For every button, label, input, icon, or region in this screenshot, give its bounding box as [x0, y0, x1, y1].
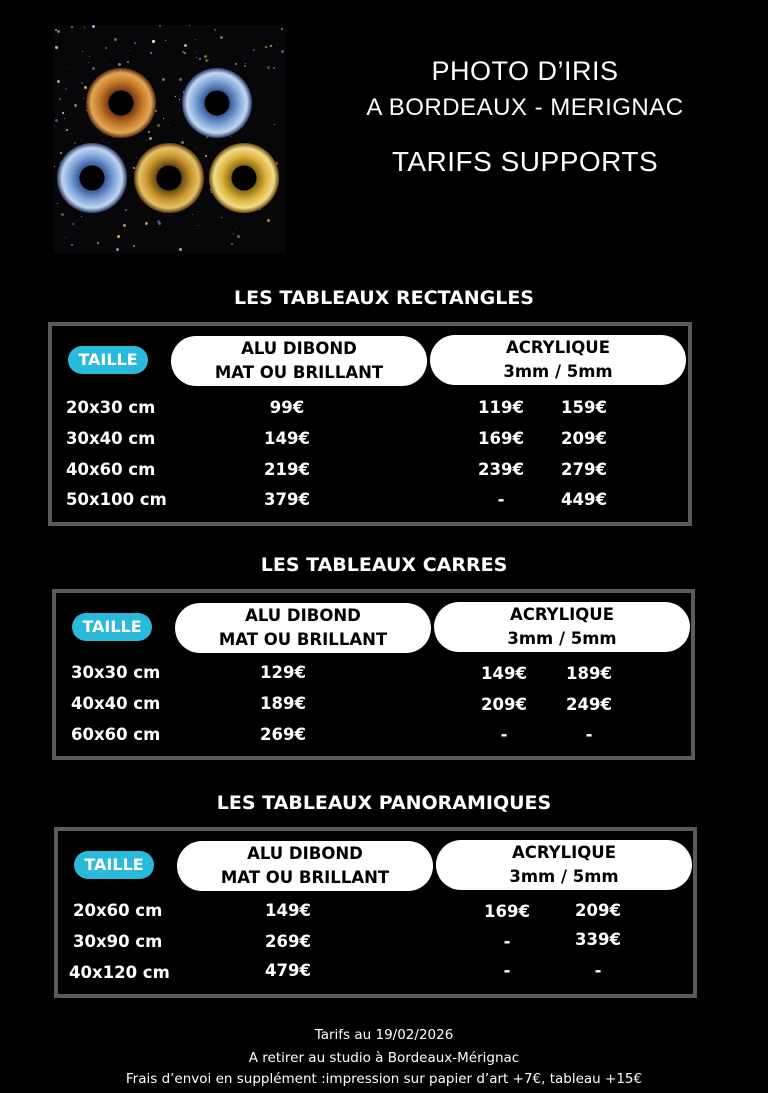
- star-speck: [57, 30, 60, 33]
- row-acry5-price: 189€: [566, 664, 612, 683]
- star-speck: [105, 59, 106, 60]
- star-speck: [74, 104, 77, 107]
- star-speck: [281, 28, 283, 30]
- row-alu-price: 129€: [260, 663, 306, 682]
- row-alu-price: 149€: [264, 429, 310, 448]
- star-speck: [65, 237, 66, 238]
- star-speck: [129, 50, 130, 51]
- row-acry3-price: 149€: [481, 664, 527, 683]
- star-speck: [253, 49, 255, 51]
- star-speck: [265, 46, 267, 48]
- header-acry-line1: ACRYLIQUE: [506, 338, 610, 357]
- row-acry3-price: -: [503, 932, 511, 951]
- star-speck: [184, 52, 186, 54]
- star-speck: [273, 67, 275, 69]
- star-speck: [159, 25, 161, 27]
- footer-pickup: A retirer au studio à Bordeaux-Mérignac: [248, 1050, 520, 1066]
- header-alu-dibond: [171, 336, 427, 386]
- row-acry5-price: 449€: [561, 490, 607, 509]
- star-speck: [66, 129, 68, 131]
- star-speck: [235, 63, 237, 65]
- taille-badge: TAILLE: [74, 851, 154, 879]
- star-speck: [89, 56, 90, 57]
- star-speck: [221, 217, 222, 218]
- star-speck: [82, 51, 83, 52]
- star-speck: [155, 110, 157, 112]
- section-title-rectangles: LES TABLEAUX RECTANGLES: [234, 287, 534, 309]
- price-table-rectangles: [48, 322, 692, 526]
- section-title-panoramiques: LES TABLEAUX PANORAMIQUES: [216, 792, 552, 814]
- row-size: 30x40 cm: [66, 429, 156, 448]
- star-speck: [55, 46, 58, 49]
- star-speck: [277, 43, 278, 44]
- header-acrylique: [436, 840, 692, 890]
- star-speck: [92, 67, 95, 70]
- row-alu-price: 219€: [264, 460, 310, 479]
- star-speck: [274, 124, 275, 125]
- row-acry3-price: -: [500, 725, 508, 744]
- row-size: 60x60 cm: [71, 725, 161, 744]
- star-speck: [244, 65, 246, 67]
- star-speck: [81, 82, 83, 84]
- star-speck: [117, 235, 120, 238]
- row-acry3-price: 239€: [478, 460, 524, 479]
- row-size: 40x60 cm: [66, 460, 156, 479]
- star-speck: [125, 209, 127, 211]
- star-speck: [179, 99, 180, 100]
- star-speck: [184, 44, 187, 47]
- page-title: PHOTO D’IRIS: [431, 56, 619, 86]
- star-speck: [149, 137, 152, 140]
- header-alu-line2: MAT OU BRILLANT: [214, 363, 384, 382]
- star-speck: [147, 75, 148, 76]
- star-speck: [60, 152, 62, 154]
- star-speck: [57, 203, 58, 204]
- row-size: 30x90 cm: [73, 932, 163, 951]
- star-speck: [175, 96, 176, 97]
- star-speck: [148, 131, 150, 133]
- star-speck: [196, 52, 197, 53]
- taille-badge: TAILLE: [68, 346, 148, 374]
- star-speck: [97, 242, 99, 244]
- row-alu-price: 269€: [265, 932, 311, 951]
- row-size: 20x60 cm: [73, 901, 163, 920]
- header-acrylique: [434, 602, 690, 652]
- row-acry3-price: -: [497, 490, 505, 509]
- star-speck: [59, 98, 61, 100]
- star-speck: [61, 213, 64, 216]
- row-alu-price: 189€: [260, 694, 306, 713]
- star-speck: [245, 63, 246, 64]
- row-acry3-price: 169€: [478, 429, 524, 448]
- header-alu-dibond: [177, 841, 433, 891]
- star-speck: [179, 78, 182, 81]
- star-speck: [182, 51, 184, 53]
- star-speck: [204, 55, 207, 58]
- star-speck: [231, 243, 233, 245]
- header-alu-dibond: [175, 603, 431, 653]
- row-acry3-price: 119€: [478, 398, 524, 417]
- star-speck: [92, 25, 95, 28]
- header-alu-line1: ALU DIBOND: [247, 844, 363, 863]
- row-acry3-price: 209€: [481, 695, 527, 714]
- iris-photo-collage: [54, 25, 286, 253]
- star-speck: [181, 141, 184, 144]
- iris-gold: [134, 143, 204, 213]
- star-speck: [196, 148, 197, 149]
- star-speck: [179, 248, 182, 251]
- price-table-panoramiques: [54, 827, 697, 998]
- star-speck: [118, 63, 121, 66]
- footer-date: Tarifs au 19/02/2026: [314, 1027, 454, 1043]
- star-speck: [189, 25, 190, 26]
- star-speck: [214, 29, 216, 31]
- star-speck: [165, 40, 166, 41]
- star-speck: [55, 29, 57, 31]
- star-speck: [136, 157, 137, 158]
- star-speck: [74, 142, 76, 144]
- section-title-carres: LES TABLEAUX CARRES: [260, 554, 508, 576]
- row-alu-price: 269€: [260, 725, 306, 744]
- star-speck: [270, 45, 272, 47]
- row-acry5-price: -: [594, 961, 602, 980]
- star-speck: [150, 52, 152, 54]
- row-alu-price: 379€: [264, 490, 310, 509]
- star-speck: [116, 248, 119, 251]
- star-speck: [133, 245, 135, 247]
- star-speck: [69, 67, 70, 68]
- star-speck: [109, 142, 110, 143]
- row-acry3-price: -: [503, 961, 511, 980]
- star-speck: [88, 62, 89, 63]
- star-speck: [208, 60, 209, 61]
- row-acry5-price: 209€: [561, 429, 607, 448]
- star-speck: [233, 233, 234, 234]
- star-speck: [134, 42, 136, 44]
- star-speck: [236, 227, 237, 228]
- star-speck: [54, 166, 55, 167]
- star-speck: [65, 88, 67, 90]
- star-speck: [83, 98, 84, 99]
- row-size: 50x100 cm: [66, 490, 167, 509]
- star-speck: [281, 50, 284, 53]
- row-size: 20x30 cm: [66, 398, 156, 417]
- star-speck: [163, 118, 164, 119]
- star-speck: [205, 155, 207, 157]
- header-acry-line2: 3mm / 5mm: [503, 362, 613, 381]
- star-speck: [267, 66, 270, 69]
- star-speck: [195, 39, 196, 40]
- star-speck: [127, 61, 129, 63]
- page-location: A BORDEAUX - MERIGNAC: [366, 94, 684, 121]
- iris-blue: [182, 68, 252, 138]
- star-speck: [84, 86, 87, 89]
- page-subtitle: TARIFS SUPPORTS: [391, 146, 659, 177]
- star-speck: [192, 214, 193, 215]
- star-speck: [237, 235, 240, 238]
- row-acry5-price: -: [585, 725, 593, 744]
- star-speck: [84, 27, 85, 28]
- star-speck: [199, 58, 201, 60]
- star-speck: [157, 124, 160, 127]
- taille-badge: TAILLE: [72, 613, 152, 641]
- row-acry5-price: 209€: [575, 901, 621, 920]
- price-table-carres: [52, 589, 695, 760]
- row-size: 40x40 cm: [71, 694, 161, 713]
- header-acry-line2: 3mm / 5mm: [507, 629, 617, 648]
- row-size: 30x30 cm: [71, 663, 161, 682]
- star-speck: [220, 36, 223, 39]
- star-speck: [72, 223, 74, 225]
- row-alu-price: 99€: [269, 398, 305, 417]
- star-speck: [81, 216, 82, 217]
- star-speck: [158, 222, 161, 225]
- header-alu-line1: ALU DIBOND: [241, 339, 357, 358]
- star-speck: [146, 140, 147, 141]
- iris-blue-2: [57, 143, 127, 213]
- header-acry-line1: ACRYLIQUE: [512, 843, 616, 862]
- row-acry5-price: 249€: [566, 695, 612, 714]
- header-acrylique: [430, 335, 686, 385]
- star-speck: [114, 38, 117, 41]
- star-speck: [64, 118, 65, 119]
- star-speck: [168, 125, 169, 126]
- row-acry3-price: 169€: [484, 902, 530, 921]
- star-speck: [145, 222, 148, 225]
- header-alu-line2: MAT OU BRILLANT: [220, 868, 390, 887]
- star-speck: [54, 126, 55, 127]
- star-speck: [196, 57, 197, 58]
- star-speck: [57, 80, 60, 83]
- row-alu-price: 479€: [265, 961, 311, 980]
- star-speck: [198, 225, 199, 226]
- iris-amber: [86, 68, 156, 138]
- row-acry5-price: 279€: [561, 460, 607, 479]
- star-speck: [162, 78, 165, 81]
- star-speck: [105, 47, 107, 49]
- star-speck: [71, 244, 73, 246]
- star-speck: [152, 40, 155, 43]
- row-size: 40x120 cm: [69, 963, 170, 982]
- footer-shipping: Frais d’envoi en supplément :impression sur papier d’art +7€, tableau +15€: [125, 1071, 643, 1087]
- star-speck: [71, 26, 73, 28]
- row-alu-price: 149€: [265, 901, 311, 920]
- star-speck: [267, 219, 270, 222]
- iris-yellow: [209, 143, 279, 213]
- row-acry5-price: 339€: [575, 930, 621, 949]
- star-speck: [55, 119, 58, 122]
- star-speck: [62, 112, 64, 114]
- star-speck: [230, 136, 231, 137]
- row-acry5-price: 159€: [561, 398, 607, 417]
- header-alu-line2: MAT OU BRILLANT: [218, 630, 388, 649]
- header-acry-line1: ACRYLIQUE: [510, 605, 614, 624]
- star-speck: [123, 224, 126, 227]
- star-speck: [177, 212, 178, 213]
- header-alu-line1: ALU DIBOND: [245, 606, 361, 625]
- header-acry-line2: 3mm / 5mm: [509, 867, 619, 886]
